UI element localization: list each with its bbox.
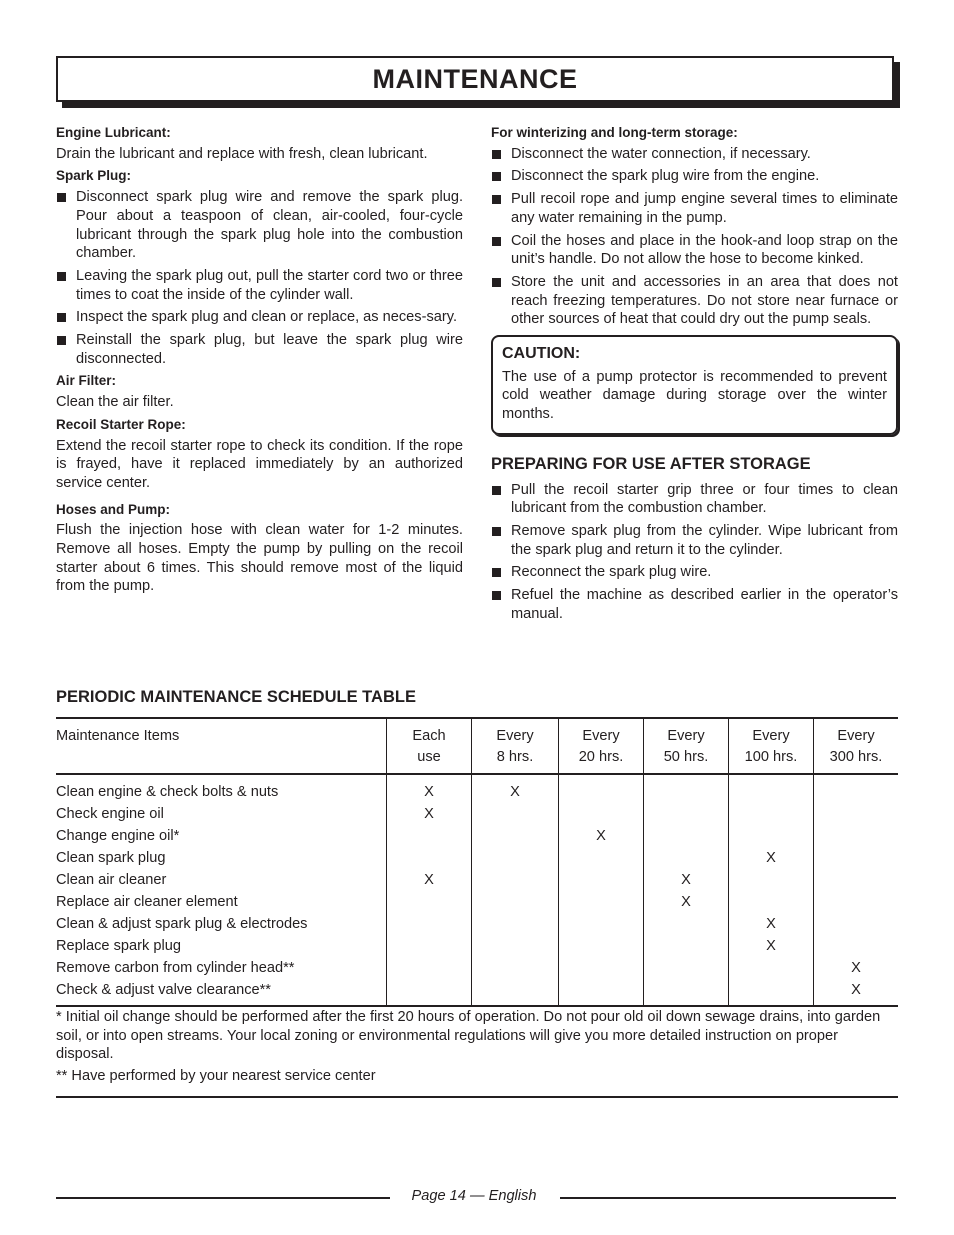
- hoses-pump-label: Hoses and Pump:: [56, 501, 171, 517]
- engine-lubricant-label: Engine Lubricant:: [56, 125, 171, 140]
- column-header: Every 300 hrs.: [814, 718, 899, 774]
- interval-mark-cell: X: [644, 891, 729, 913]
- interval-mark-cell: X: [729, 913, 814, 935]
- interval-mark-cell: [814, 803, 899, 825]
- list-item: [491, 145, 898, 164]
- column-header: Every 100 hrs.: [729, 718, 814, 774]
- list-item: [491, 481, 898, 518]
- list-item-text: Remove spark plug from the cylinder. Wipe lubricant from the spark plug and return it to the cylinder.: [511, 522, 898, 558]
- recoil-rope-label: Recoil Starter Rope:: [56, 416, 186, 432]
- square-bullet-icon: [492, 172, 501, 181]
- left-column: [56, 124, 463, 600]
- interval-mark-cell: [729, 891, 814, 913]
- divider: [56, 1096, 898, 1098]
- interval-mark-cell: X: [729, 935, 814, 957]
- list-item-text: Reinstall the spark plug, but leave the spark plug wire disconnected.: [76, 332, 463, 367]
- interval-mark-cell: [729, 869, 814, 891]
- square-bullet-icon: [492, 150, 501, 159]
- schedule-title: PERIODIC MAINTENANCE SCHEDULE TABLE: [56, 688, 416, 706]
- interval-mark-cell: X: [644, 869, 729, 891]
- list-item: [491, 167, 898, 186]
- caution-text: The use of a pump protector is recommended to prevent cold weather damage during storage over the winter months.: [502, 368, 887, 423]
- interval-mark-cell: [387, 957, 472, 979]
- square-bullet-icon: [57, 313, 66, 322]
- interval-mark-cell: [644, 913, 729, 935]
- maintenance-schedule-table: [56, 717, 898, 1007]
- list-item-text: Pull the recoil starter grip three or four times to clean lubricant from the combustion chamber.: [511, 481, 898, 517]
- list-item: [56, 331, 463, 368]
- air-filter-label: Air Filter:: [56, 373, 117, 389]
- footnote-service-center: ** Have performed by your nearest service center: [56, 1068, 376, 1085]
- recoil-rope-text: Extend the recoil starter rope to check its condition. If the rope is frayed, have it replaced immediately by an authorized service center.: [56, 437, 463, 491]
- footer-divider-right: [560, 1197, 896, 1199]
- interval-mark-cell: [644, 979, 729, 1006]
- square-bullet-icon: [492, 237, 501, 246]
- interval-mark-cell: X: [387, 774, 472, 803]
- list-item-text: Inspect the spark plug and clean or replace, as neces-sary.: [76, 309, 457, 326]
- column-header: Every 50 hrs.: [644, 718, 729, 774]
- maintenance-item-cell: Clean air cleaner: [56, 872, 167, 888]
- footnote-initial-oil: * Initial oil change should be performed after the first 20 hours of operation. Do not pour old oil down sewage drains, into garden soil, or into open streams. Your local zoning or environmental regulations will give you more detailed instruction on proper disposal.: [56, 1009, 881, 1063]
- interval-mark-cell: [559, 979, 644, 1006]
- interval-mark-cell: [814, 935, 899, 957]
- interval-mark-cell: [729, 825, 814, 847]
- interval-mark-cell: [387, 913, 472, 935]
- interval-mark-cell: [644, 935, 729, 957]
- table-row: [56, 979, 898, 1006]
- maintenance-item-cell: Clean spark plug: [56, 850, 166, 866]
- table-row: [56, 935, 898, 957]
- interval-mark-cell: [729, 774, 814, 803]
- maintenance-item-cell: Replace spark plug: [56, 938, 181, 954]
- maintenance-item-cell: Clean engine & check bolts & nuts: [56, 784, 279, 800]
- table-body: [56, 774, 898, 1006]
- spark-plug-list: [56, 188, 463, 368]
- interval-mark-cell: [814, 913, 899, 935]
- square-bullet-icon: [492, 591, 501, 600]
- interval-mark-cell: [814, 869, 899, 891]
- list-item: [56, 267, 463, 304]
- maintenance-item-cell: Clean & adjust spark plug & electrodes: [56, 916, 308, 932]
- spark-plug-label: Spark Plug:: [56, 168, 132, 184]
- square-bullet-icon: [57, 336, 66, 345]
- caution-heading: CAUTION:: [502, 345, 581, 363]
- maintenance-item-cell: Check engine oil: [56, 806, 164, 822]
- square-bullet-icon: [492, 568, 501, 577]
- interval-mark-cell: [472, 869, 559, 891]
- list-item-text: Coil the hoses and place in the hook-and loop strap on the unit’s handle. Do not allow the hose to become kinked.: [511, 232, 898, 268]
- column-header: Each use: [387, 718, 472, 774]
- interval-mark-cell: [729, 803, 814, 825]
- list-item-text: Refuel the machine as described earlier in the operator’s manual.: [511, 587, 898, 622]
- interval-mark-cell: X: [814, 957, 899, 979]
- interval-mark-cell: [729, 957, 814, 979]
- page-number: Page 14 — English: [411, 1188, 537, 1204]
- maintenance-item-cell: Remove carbon from cylinder head**: [56, 960, 295, 976]
- interval-mark-cell: [559, 913, 644, 935]
- engine-lubricant-text: Drain the lubricant and replace with fresh, clean lubricant.: [56, 145, 428, 162]
- list-item-text: Store the unit and accessories in an area that does not reach freezing temperatures. Do not store near furnace or other sources of heat that could dry out the pump seals.: [511, 273, 898, 328]
- interval-mark-cell: [644, 847, 729, 869]
- interval-mark-cell: X: [814, 979, 899, 1006]
- square-bullet-icon: [492, 486, 501, 495]
- interval-mark-cell: [387, 935, 472, 957]
- square-bullet-icon: [57, 272, 66, 281]
- list-item-text: Reconnect the spark plug wire.: [511, 564, 712, 581]
- interval-mark-cell: [472, 891, 559, 913]
- interval-mark-cell: [814, 774, 899, 803]
- interval-mark-cell: [472, 913, 559, 935]
- list-item-text: Disconnect spark plug wire and remove the spark plug. Pour about a teaspoon of clean, air-cooled, four-cycle lubricant through the spark plug hole into the combustion chamber.: [76, 189, 463, 262]
- interval-mark-cell: X: [387, 803, 472, 825]
- interval-mark-cell: [387, 891, 472, 913]
- air-filter-text: Clean the air filter.: [56, 394, 174, 411]
- column-header: Maintenance Items: [56, 728, 180, 744]
- table-row: [56, 891, 898, 913]
- right-column: [491, 124, 898, 627]
- interval-mark-cell: [472, 979, 559, 1006]
- table-header-row: [56, 718, 898, 774]
- interval-mark-cell: [559, 774, 644, 803]
- list-item: [56, 308, 463, 327]
- square-bullet-icon: [492, 195, 501, 204]
- maintenance-item-cell: Check & adjust valve clearance**: [56, 982, 271, 998]
- interval-mark-cell: [644, 825, 729, 847]
- table-notes: [56, 1008, 898, 1089]
- list-item: [491, 563, 898, 582]
- interval-mark-cell: [729, 979, 814, 1006]
- interval-mark-cell: [559, 869, 644, 891]
- interval-mark-cell: X: [559, 825, 644, 847]
- list-item-text: Disconnect the spark plug wire from the engine.: [511, 168, 820, 185]
- after-storage-heading: PREPARING FOR USE AFTER STORAGE: [491, 454, 811, 473]
- winterizing-label: For winterizing and long-term storage:: [491, 125, 738, 140]
- list-item-text: Pull recoil rope and jump engine several times to eliminate any water remaining in the pump.: [511, 191, 898, 226]
- interval-mark-cell: [559, 891, 644, 913]
- page-title: MAINTENANCE: [372, 64, 578, 94]
- interval-mark-cell: [559, 847, 644, 869]
- list-item: [491, 232, 898, 269]
- interval-mark-cell: [472, 803, 559, 825]
- page-title-box: [56, 56, 894, 102]
- winterizing-list: [491, 145, 898, 329]
- column-header: Every 20 hrs.: [559, 718, 644, 774]
- interval-mark-cell: [814, 847, 899, 869]
- table-row: [56, 913, 898, 935]
- interval-mark-cell: [387, 825, 472, 847]
- square-bullet-icon: [57, 193, 66, 202]
- hoses-pump-text: Flush the injection hose with clean water for 1-2 minutes. Remove all hoses. Empty the pump by pulling on the recoil starter about 6 times. This should remove most of the liquid from the pump.: [56, 522, 463, 595]
- interval-mark-cell: [472, 957, 559, 979]
- interval-mark-cell: [559, 803, 644, 825]
- interval-mark-cell: [387, 979, 472, 1006]
- table-row: [56, 774, 898, 803]
- interval-mark-cell: [814, 891, 899, 913]
- interval-mark-cell: [644, 774, 729, 803]
- footer-divider-left: [56, 1197, 390, 1199]
- list-item: [491, 586, 898, 623]
- interval-mark-cell: [387, 847, 472, 869]
- list-item: [491, 522, 898, 559]
- column-header: Every 8 hrs.: [472, 718, 559, 774]
- list-item-text: Leaving the spark plug out, pull the starter cord two or three times to coat the inside of the cylinder wall.: [76, 267, 463, 303]
- maintenance-item-cell: Replace air cleaner element: [56, 894, 238, 910]
- interval-mark-cell: [644, 957, 729, 979]
- table-row: [56, 803, 898, 825]
- interval-mark-cell: X: [729, 847, 814, 869]
- interval-mark-cell: [814, 825, 899, 847]
- table-row: [56, 869, 898, 891]
- interval-mark-cell: [472, 935, 559, 957]
- table-row: [56, 825, 898, 847]
- caution-box: [491, 335, 898, 435]
- list-item: [491, 273, 898, 329]
- after-storage-list: [491, 481, 898, 624]
- maintenance-item-cell: Change engine oil*: [56, 828, 180, 844]
- interval-mark-cell: [559, 957, 644, 979]
- list-item: [491, 190, 898, 227]
- interval-mark-cell: [472, 847, 559, 869]
- list-item-text: Disconnect the water connection, if necessary.: [511, 145, 811, 162]
- square-bullet-icon: [492, 278, 501, 287]
- interval-mark-cell: X: [387, 869, 472, 891]
- square-bullet-icon: [492, 527, 501, 536]
- list-item: [56, 188, 463, 263]
- interval-mark-cell: X: [472, 774, 559, 803]
- table-row: [56, 957, 898, 979]
- interval-mark-cell: [472, 825, 559, 847]
- interval-mark-cell: [559, 935, 644, 957]
- interval-mark-cell: [644, 803, 729, 825]
- table-row: [56, 847, 898, 869]
